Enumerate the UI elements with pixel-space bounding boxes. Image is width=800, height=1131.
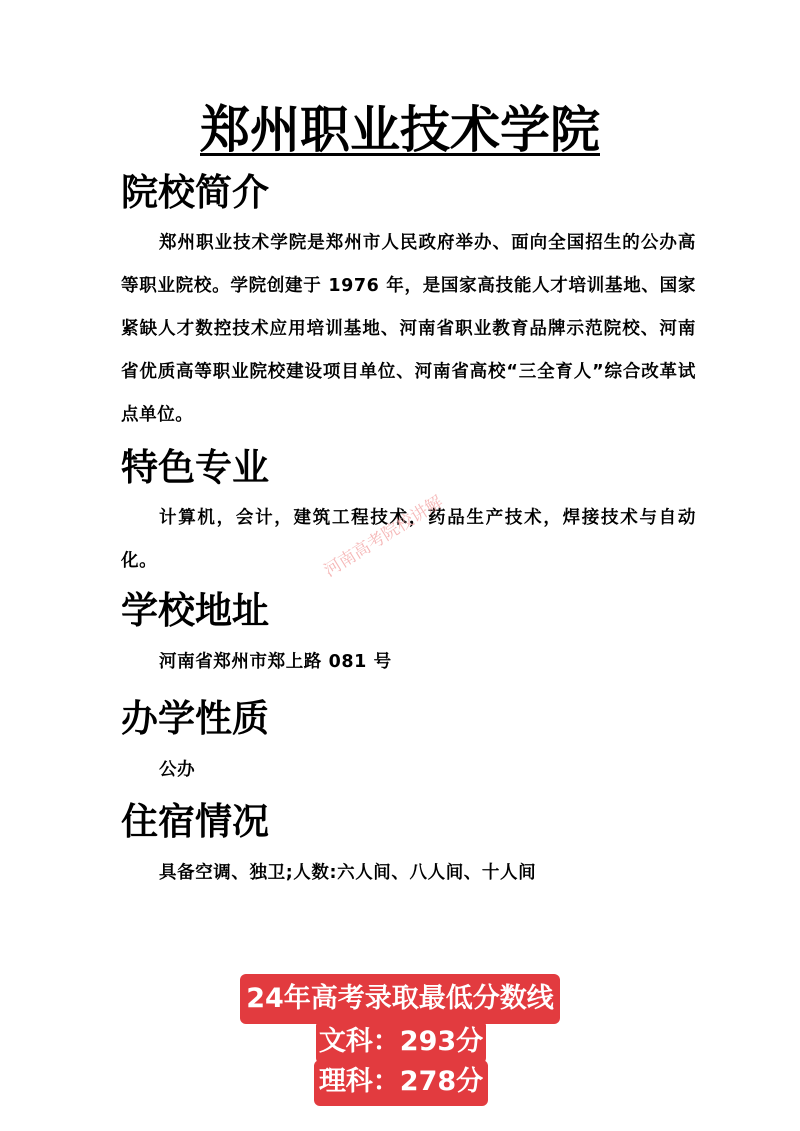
nature-text: 公办 <box>159 760 196 780</box>
score-like-banner: 理科：278分 <box>314 1060 488 1106</box>
score-title-banner: 24年高考录取最低分数线 <box>240 974 560 1024</box>
intro-paragraph: 郑州职业技术学院是郑州市人民政府举办、面向全国招生的公办高等职业院校。学院创建于 1976 年，是国家高技能人才培训基地、国家紧缺人才数控技术应用培训基地、河南省职业教育品牌示范院校、河南省优质高等职业院校建设项目单位、河南省高校“三全育人”综合改革试点单位。 <box>121 233 696 425</box>
page-title-text: 郑州职业技术学院 <box>200 101 600 159</box>
watermark: 河南高考院校讲解 <box>320 492 447 582</box>
intro-heading: 院校简介 <box>121 171 269 214</box>
dorm-heading: 住宿情况 <box>121 800 269 843</box>
nature-heading: 办学性质 <box>121 697 269 740</box>
page-title <box>0 98 800 162</box>
dorm-text: 具备空调、独卫;人数:六人间、八人间、十人间 <box>159 863 537 883</box>
address-text: 河南省郑州市郑上路 081 号 <box>159 652 392 672</box>
majors-heading: 特色专业 <box>121 446 269 489</box>
address-heading: 学校地址 <box>121 589 269 632</box>
score-wenke-banner: 文科：293分 <box>316 1020 486 1064</box>
majors-paragraph: 计算机，会计，建筑工程技术，药品生产技术，焊接技术与自动化。 <box>121 508 696 571</box>
